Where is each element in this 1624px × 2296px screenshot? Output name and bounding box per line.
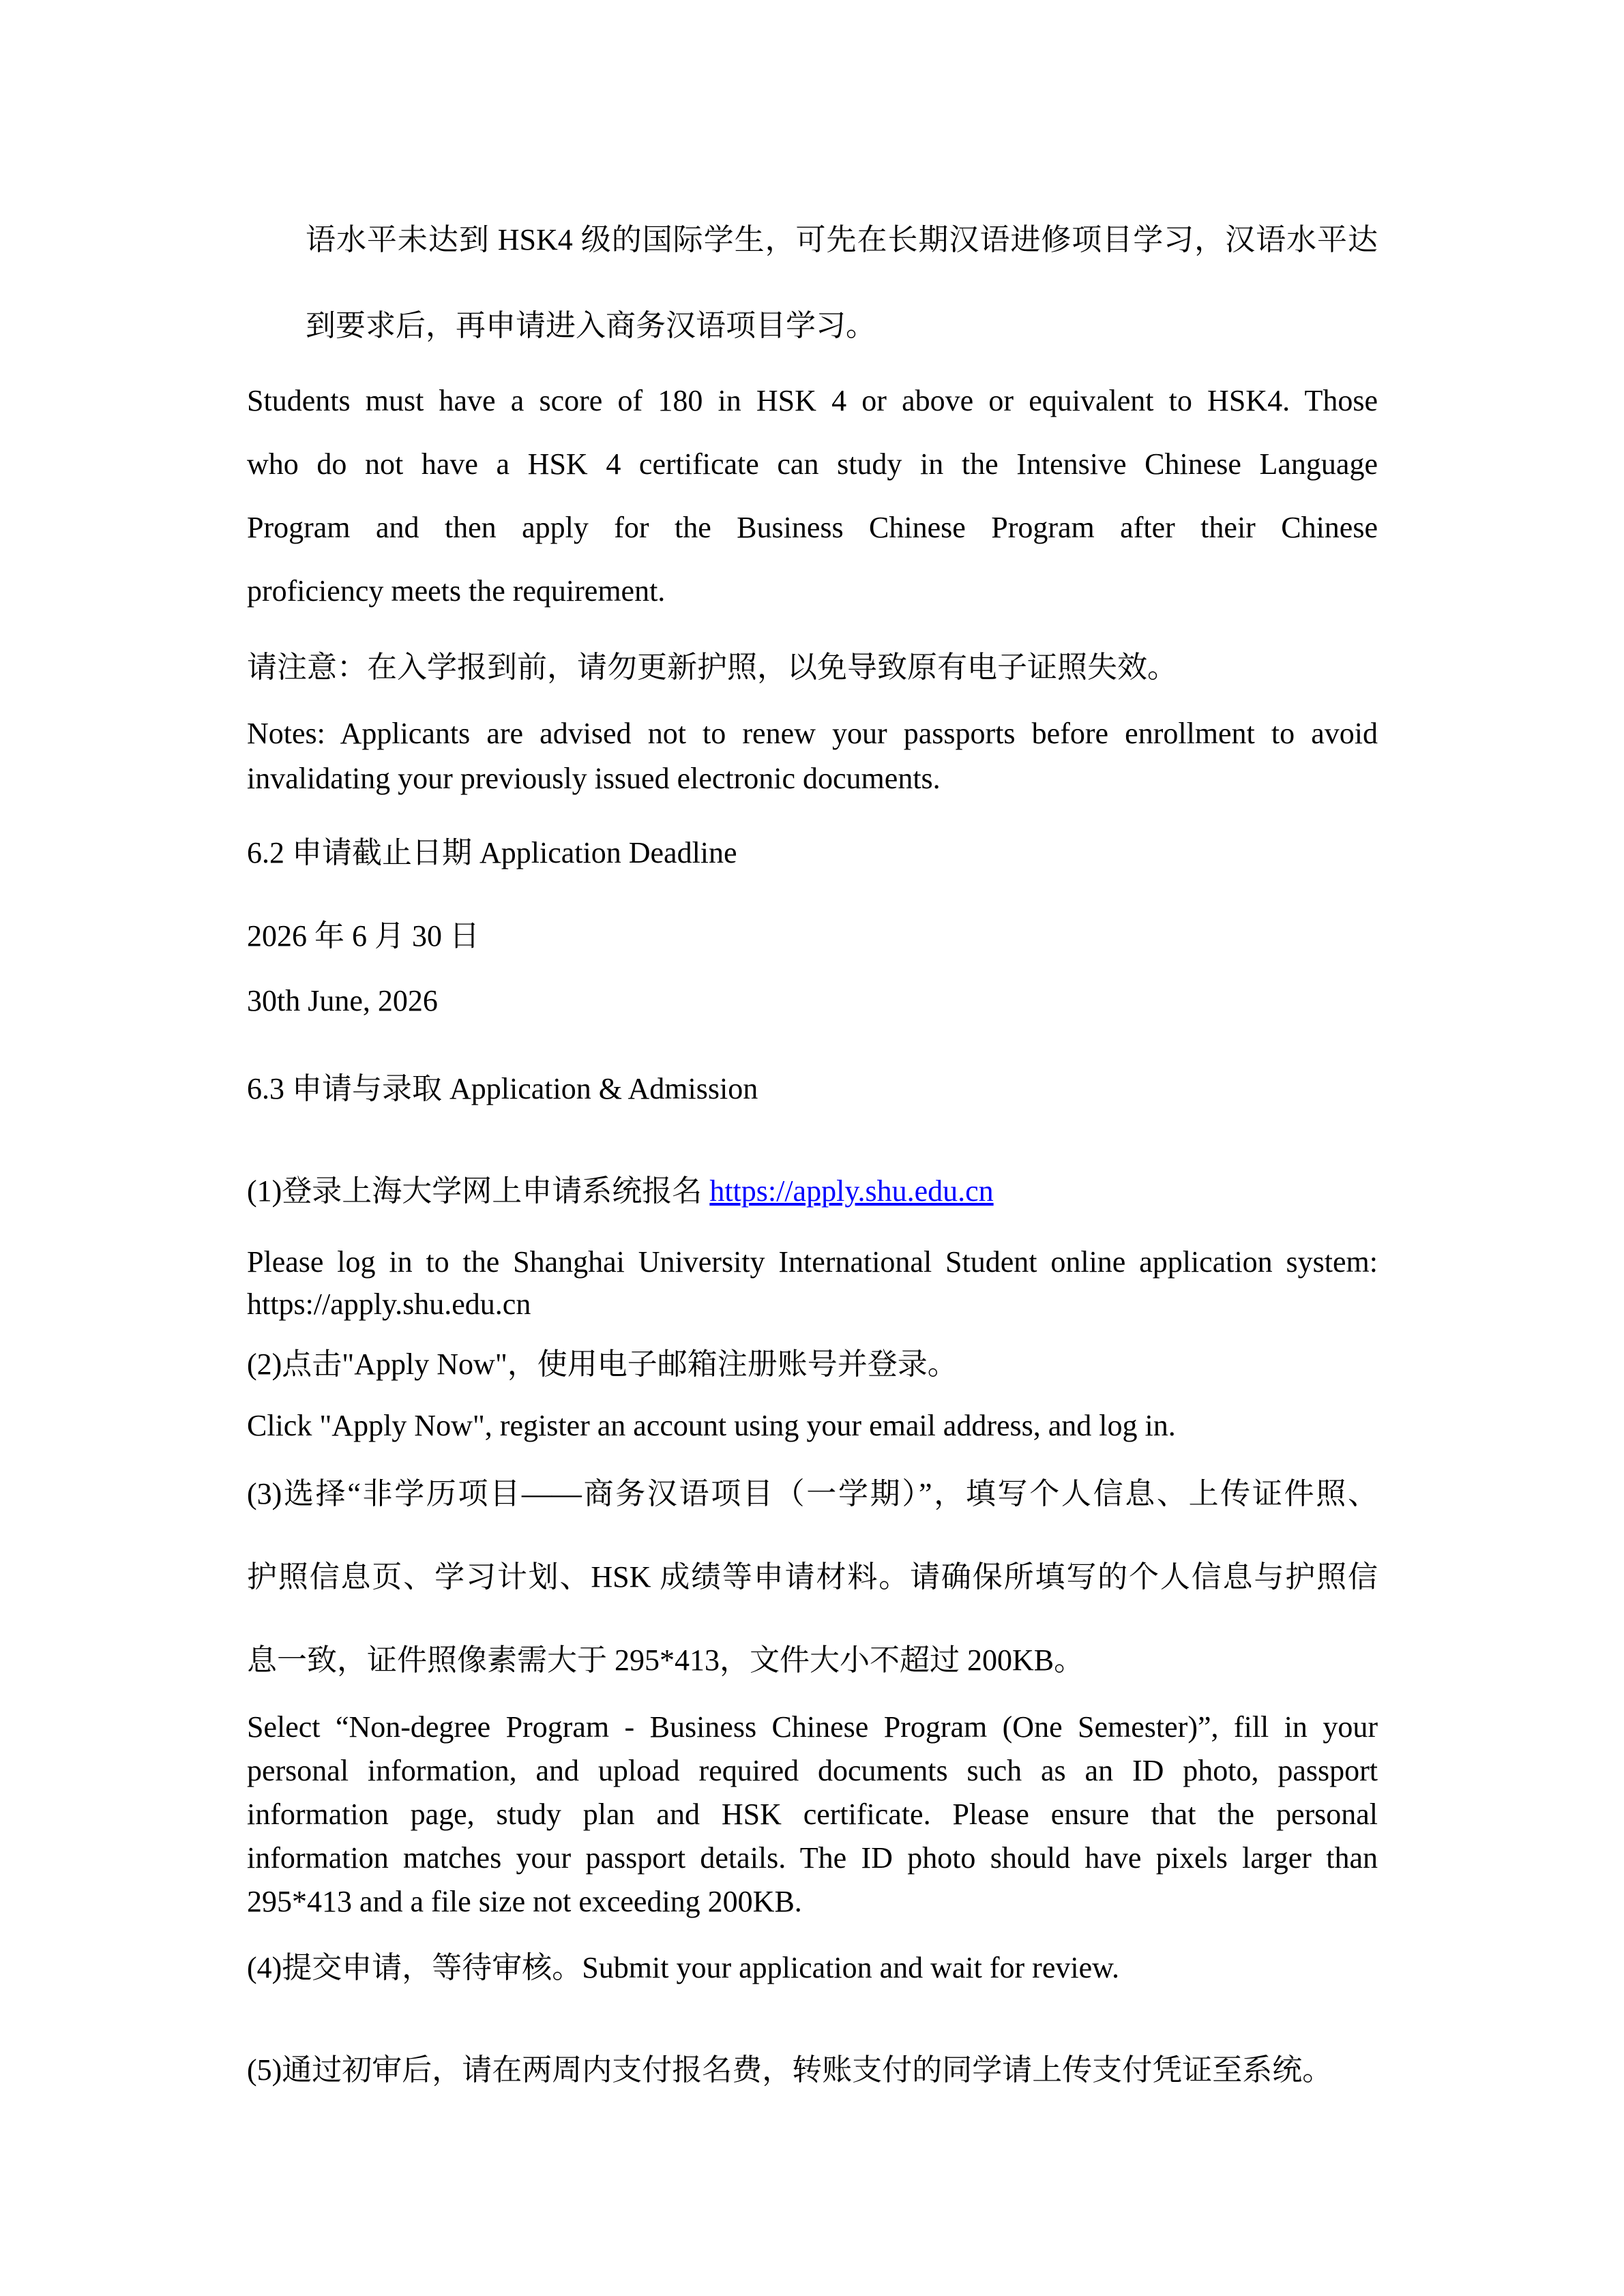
step-4	[247, 1941, 1378, 1995]
deadline-date-en	[247, 979, 1378, 1024]
step-1-cn	[247, 1164, 1378, 1219]
heading-application-deadline	[247, 826, 1378, 880]
step-3-cn	[247, 1452, 1378, 1702]
text-line: Program and then apply for the Business Chinese Program after their Chinese	[247, 511, 1378, 544]
para-passport-note-cn	[247, 640, 1378, 695]
text-line: https://apply.shu.edu.cn	[247, 1287, 531, 1321]
text-line: proficiency meets the requirement.	[247, 574, 666, 608]
para-hsk-level-cn	[247, 197, 1378, 369]
text-line: 息一致，证件照像素需大于 295*413，文件大小不超过 200KB。	[247, 1643, 1084, 1677]
text-line: invalidating your previously issued electronic documents.	[247, 762, 941, 795]
step-1-en	[247, 1241, 1378, 1326]
deadline-date-cn	[247, 909, 1378, 964]
text-line: 请注意：在入学报到前，请勿更新护照，以免导致原有电子证照失效。	[247, 651, 1177, 684]
para-hsk-requirement-en	[247, 369, 1378, 623]
section-heading: 6.3 申请与录取 Application & Admission	[247, 1072, 758, 1105]
text-line: (3)选择“非学历项目——商务汉语项目（一学期）”，填写个人信息、上传证件照、	[247, 1477, 1378, 1510]
step-1-text: (1)登录上海大学网上申请系统报名	[247, 1174, 710, 1208]
text-line: information page, study plan and HSK certificate. Please ensure that the personal	[247, 1798, 1378, 1831]
text-line: Students must have a score of 180 in HSK 4 or above or equivalent to HSK4. Those	[247, 384, 1378, 417]
para-passport-note-en	[247, 711, 1378, 801]
section-heading: 6.2 申请截止日期 Application Deadline	[247, 836, 737, 869]
text-line: Notes: Applicants are advised not to renew your passports before enrollment to avoid	[247, 717, 1378, 750]
text-line: (2)点击"Apply Now"，使用电子邮箱注册账号并登录。	[247, 1347, 958, 1381]
text-line: 295*413 and a file size not exceeding 200KB.	[247, 1885, 802, 1918]
heading-application-admission	[247, 1062, 1378, 1116]
text-line: 2026 年 6 月 30 日	[247, 919, 479, 953]
text-line: Select “Non-degree Program - Business Chinese Program (One Semester)”, fill in your	[247, 1710, 1378, 1744]
text-line: information matches your passport details. The ID photo should have pixels larger than	[247, 1841, 1378, 1875]
text-line: (5)通过初审后，请在两周内支付报名费，转账支付的同学请上传支付凭证至系统。	[247, 2053, 1333, 2087]
text-line: 护照信息页、学习计划、HSK 成绩等申请材料。请确保所填写的个人信息与护照信	[247, 1560, 1378, 1594]
apply-url-link[interactable]: https://apply.shu.edu.cn	[709, 1174, 994, 1208]
step-5	[247, 2043, 1378, 2098]
step-2-cn	[247, 1337, 1378, 1392]
document-content	[247, 197, 1378, 2098]
text-line: Please log in to the Shanghai University International Student online application system:	[247, 1245, 1378, 1279]
text-line: personal information, and upload required documents such as an ID photo, passport	[247, 1754, 1378, 1787]
step-3-en	[247, 1705, 1378, 1924]
text-line: (4)提交申请，等待审核。Submit your application and wait for review.	[247, 1951, 1120, 1984]
text-line: 到要求后，再申请进入商务汉语项目学习。	[306, 309, 876, 342]
text-line: 语水平未达到 HSK4 级的国际学生，可先在长期汉语进修项目学习，汉语水平达	[306, 223, 1378, 256]
text-line	[247, 1164, 1378, 1219]
step-2-en	[247, 1403, 1378, 1448]
text-line: Click "Apply Now", register an account using your email address, and log in.	[247, 1409, 1176, 1442]
text-line: who do not have a HSK 4 certificate can study in the Intensive Chinese Language	[247, 447, 1378, 481]
text-line: 30th June, 2026	[247, 984, 438, 1017]
